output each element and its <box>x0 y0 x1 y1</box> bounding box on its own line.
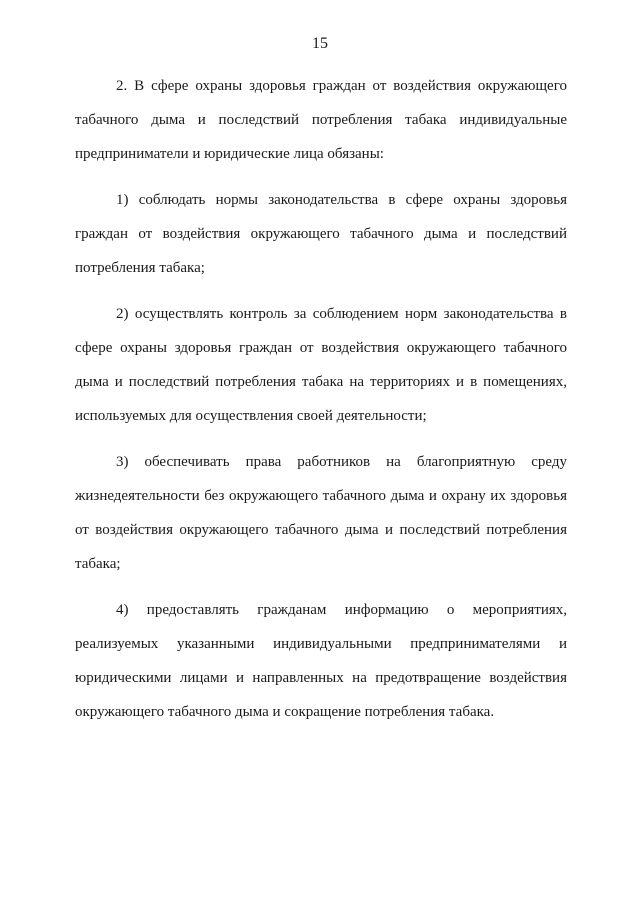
paragraph-item-1: 1) соблюдать нормы законодательства в сфере охраны здоровья граждан от воздействия окружающего табачного дыма и последствий потребления табака; <box>75 192 567 276</box>
page-number: 15 <box>312 35 328 52</box>
document-body <box>75 69 567 741</box>
paragraph-item-2: 2) осуществлять контроль за соблюдением норм законодательства в сфере охраны здоровья граждан от воздействия окружающего табачного дыма и последствий потребления табака на территориях и в помещениях, используемых для осуществления своей деятельности; <box>75 306 567 424</box>
paragraph-item-4: 4) предоставлять гражданам информацию о мероприятиях, реализуемых указанными индивидуальными предпринимателями и юридическими лицами и направленных на предотвращение воздействия окружающего табачного дыма и сокращение потребления табака. <box>75 602 567 720</box>
paragraph-item-3: 3) обеспечивать права работников на благоприятную среду жизнедеятельности без окружающего табачного дыма и охрану их здоровья от воздействия окружающего табачного дыма и последствий потребления табака; <box>75 454 567 572</box>
paragraph-intro: 2. В сфере охраны здоровья граждан от воздействия окружающего табачного дыма и последствий потребления табака индивидуальные предприниматели и юридические лица обязаны: <box>75 78 567 162</box>
